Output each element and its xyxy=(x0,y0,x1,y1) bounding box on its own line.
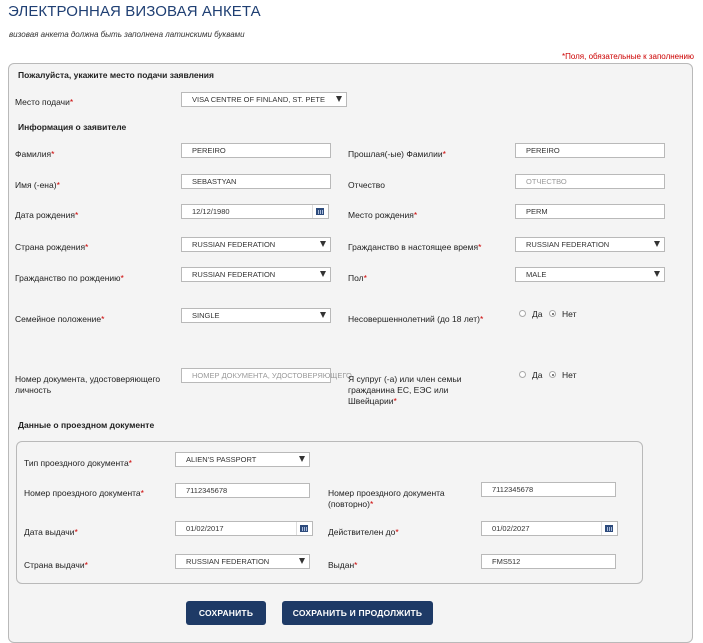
chevron-down-icon xyxy=(336,96,342,102)
id-doc-input[interactable]: НОМЕР ДОКУМЕНТА, УДОСТОВЕРЯЮЩЕГО xyxy=(181,368,331,383)
family-eu-no-radio[interactable] xyxy=(549,371,556,378)
birth-country-label: Страна рождения* xyxy=(15,242,89,252)
family-eu-no-label: Нет xyxy=(562,370,577,380)
valid-until-input[interactable]: 01/02/2027 xyxy=(481,521,618,536)
page-subtitle: визовая анкета должна быть заполнена латинскими буквами xyxy=(9,30,245,39)
calendar-icon[interactable] xyxy=(601,522,617,535)
chevron-down-icon xyxy=(299,558,305,564)
travel-doc-number-label: Номер проездного документа* xyxy=(24,488,144,498)
minor-yes-radio[interactable] xyxy=(519,310,526,317)
travel-doc-type-label: Тип проездного документа* xyxy=(24,458,132,468)
chevron-down-icon xyxy=(320,241,326,247)
birth-country-select[interactable]: RUSSIAN FEDERATION xyxy=(181,237,331,252)
pob-input[interactable]: PERM xyxy=(515,204,665,219)
prev-surname-label: Прошлая(-ые) Фамилии* xyxy=(348,149,446,159)
issue-country-label: Страна выдачи* xyxy=(24,560,88,570)
minor-yes-label: Да xyxy=(532,309,543,319)
chevron-down-icon xyxy=(320,312,326,318)
minor-no-radio[interactable] xyxy=(549,310,556,317)
family-eu-yes-label: Да xyxy=(532,370,543,380)
dob-label: Дата рождения* xyxy=(15,210,79,220)
issue-date-label: Дата выдачи* xyxy=(24,527,78,537)
chevron-down-icon xyxy=(654,241,660,247)
surname-input[interactable]: PEREIRO xyxy=(181,143,331,158)
chevron-down-icon xyxy=(654,271,660,277)
current-citizenship-label: Гражданство в настоящее время* xyxy=(348,242,482,252)
chevron-down-icon xyxy=(299,456,305,462)
birth-citizenship-select[interactable]: RUSSIAN FEDERATION xyxy=(181,267,331,282)
section-title-applicant: Информация о заявителе xyxy=(18,122,127,132)
travel-doc-number-repeat-input[interactable]: 7112345678 xyxy=(481,482,616,497)
issue-date-input[interactable]: 01/02/2017 xyxy=(175,521,313,536)
calendar-icon[interactable] xyxy=(296,522,312,535)
place-select[interactable]: VISA CENTRE OF FINLAND, ST. PETE xyxy=(181,92,347,107)
required-note xyxy=(562,52,694,61)
minor-label: Несовершеннолетний (до 18 лет)* xyxy=(348,314,484,324)
section-title-application: Пожалуйста, укажите место подачи заявления xyxy=(18,70,214,80)
birth-citizenship-label: Гражданство по рождению* xyxy=(15,273,124,283)
name-label: Имя (-ена)* xyxy=(15,180,60,190)
pob-label: Место рождения* xyxy=(348,210,418,220)
family-eu-label: Я супруг (-а) или член семьи гражданина ЕС, ЕЭС или Швейцарии* xyxy=(348,374,462,406)
prev-surname-input[interactable]: PEREIRO xyxy=(515,143,665,158)
calendar-icon[interactable] xyxy=(312,205,328,218)
patronymic-input[interactable]: ОТЧЕСТВО xyxy=(515,174,665,189)
surname-label: Фамилия* xyxy=(15,149,55,159)
id-doc-label: Номер документа, удостоверяющего личность xyxy=(15,374,161,395)
travel-doc-number-input[interactable]: 7112345678 xyxy=(175,483,310,498)
family-eu-yes-radio[interactable] xyxy=(519,371,526,378)
current-citizenship-select[interactable]: RUSSIAN FEDERATION xyxy=(515,237,665,252)
valid-until-label: Действителен до* xyxy=(328,527,399,537)
patronymic-label: Отчество xyxy=(348,180,385,190)
page-title: ЭЛЕКТРОННАЯ ВИЗОВАЯ АНКЕТА xyxy=(8,3,261,20)
minor-no-label: Нет xyxy=(562,309,577,319)
save-continue-button[interactable]: СОХРАНИТЬ И ПРОДОЛЖИТЬ xyxy=(282,601,433,625)
required-note-text: *Поля, обязательные к заполнению xyxy=(561,52,694,61)
marital-label: Семейное положение* xyxy=(15,314,105,324)
section-title-travel-doc: Данные о проездном документе xyxy=(18,420,155,430)
travel-doc-type-select[interactable]: ALIEN'S PASSPORT xyxy=(175,452,310,467)
save-button[interactable]: СОХРАНИТЬ xyxy=(186,601,266,625)
sex-select[interactable]: MALE xyxy=(515,267,665,282)
chevron-down-icon xyxy=(320,271,326,277)
issued-by-input[interactable]: FMS512 xyxy=(481,554,616,569)
name-input[interactable]: SEBASTYAN xyxy=(181,174,331,189)
dob-input[interactable]: 12/12/1980 xyxy=(181,204,329,219)
travel-doc-number-repeat-label: Номер проездного документа (повторно)* xyxy=(328,488,445,509)
issue-country-select[interactable]: RUSSIAN FEDERATION xyxy=(175,554,310,569)
sex-label: Пол* xyxy=(348,273,367,283)
marital-select[interactable]: SINGLE xyxy=(181,308,331,323)
issued-by-label: Выдан* xyxy=(328,560,358,570)
place-label: Место подачи* xyxy=(15,97,74,107)
